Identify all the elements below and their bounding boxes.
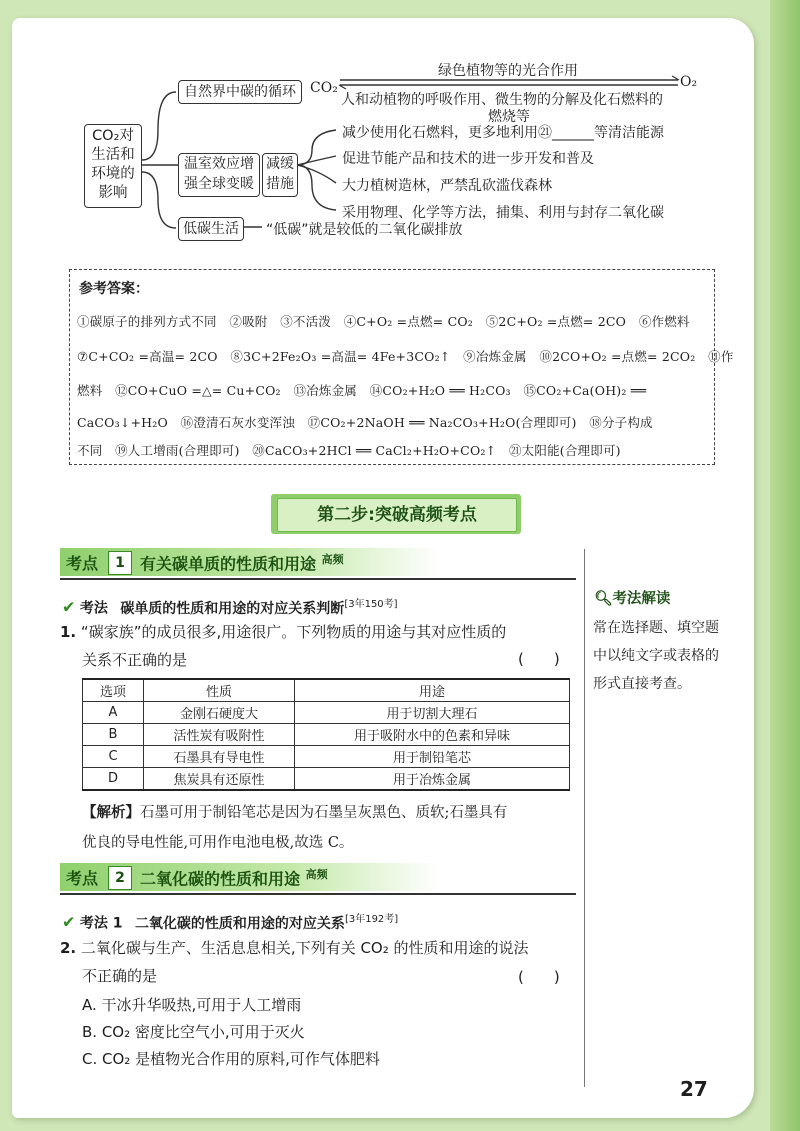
kaodian-2-tag: 高频 — [305, 868, 328, 881]
q1-cell: 用于切割大理石 — [295, 702, 570, 724]
check-icon: ✔ — [62, 912, 76, 932]
q2-option-b: B. CO₂ 密度比空气小,可用于灭火 — [82, 1023, 305, 1041]
q1-cell: 活性炭有吸附性 — [144, 724, 295, 746]
answer-row-2: ⑦C+CO₂ =高温= 2CO ⑧3C+2Fe₂O₃ =高温= 4Fe+3CO₂↑ ⑨冶炼金属 ⑩2CO+O₂ =点燃= 2CO₂ ⑪作 — [77, 349, 734, 364]
kaofa-1-badge: [3年150考] — [344, 599, 398, 610]
kaodian-1-header — [60, 548, 576, 576]
side-title-text: 考法解读 — [612, 591, 671, 607]
kaodian-1-title: 有关碳单质的性质和用途 — [140, 554, 317, 574]
q1-cell: D — [83, 768, 144, 791]
kaofa-1-text: 碳单质的性质和用途的对应关系判断 — [120, 600, 345, 617]
kaodian-1-underline — [60, 578, 576, 580]
answer-title: 参考答案： — [79, 281, 149, 297]
side-title — [594, 587, 670, 608]
q2-stem-1: 二氧化碳与生产、生活息息相关,下列有关 CO₂ 的性质和用途的说法 — [80, 939, 529, 957]
measure-3: 大力植树造林，严禁乱砍滥伐森林 — [342, 178, 552, 194]
branch-greenhouse-action-text: 减缓措施 — [266, 156, 294, 192]
low-carbon-desc: “低碳”就是较低的二氧化碳排放 — [266, 222, 463, 238]
kaofa-1 — [62, 595, 398, 618]
measure-4: 采用物理、化学等方法，捕集、利用与封存二氧化碳 — [342, 205, 664, 221]
side-divider — [584, 549, 585, 1087]
q2-option-c: C. CO₂ 是植物光合作用的原料,可作气体肥料 — [82, 1050, 380, 1068]
q1-analysis-label: 【解析】 — [82, 804, 140, 821]
kaofa-2-prefix: 考法 1 — [79, 915, 123, 932]
q1-line-2: 关系不正确的是 — [82, 651, 188, 669]
q1-th-use: 用途 — [295, 679, 570, 702]
step-banner — [271, 494, 521, 534]
cycle-photosynthesis: 绿色植物等的光合作用 — [438, 63, 578, 79]
q1-stem-1: “碳家族”的成员很多,用途很广。下列物质的用途与其对应性质的 — [80, 623, 507, 641]
cycle-o2: O₂ — [680, 74, 698, 90]
answer-box — [69, 269, 734, 465]
q1-th-property: 性质 — [144, 679, 295, 702]
mindmap-center — [84, 124, 142, 208]
branch-low-carbon-text: 低碳生活 — [183, 221, 239, 237]
branch-carbon-cycle — [178, 80, 302, 104]
q1-cell: 用于冶炼金属 — [295, 768, 570, 791]
q1-answer-paren: ( ) — [518, 650, 560, 668]
kaodian-1-num: 1 — [108, 551, 132, 575]
branch-greenhouse — [178, 153, 260, 197]
check-icon: ✔ — [62, 597, 76, 617]
mindmap-center-text: CO₂对生活和环境的影响 — [91, 128, 135, 201]
q1-cell: 用于制铅笔芯 — [295, 746, 570, 768]
q1-analysis — [82, 798, 572, 858]
step-banner-text: 第二步:突破高频考点 — [277, 498, 517, 532]
q1-stem — [60, 618, 572, 674]
q1-num: 1. — [60, 623, 77, 641]
q1-analysis-line-1 — [82, 798, 572, 828]
kaodian-1-tag: 高频 — [321, 553, 344, 566]
q1-analysis-text-1: 石墨可用于制铅笔芯是因为石墨呈灰黑色、质软;石墨具有 — [140, 805, 508, 821]
table-row — [83, 768, 570, 791]
cycle-respiration-1: 人和动植物的呼吸作用、微生物的分解及化石燃料的 — [341, 92, 663, 108]
q2-option-a: A. 干冰升华吸热,可用于人工增雨 — [82, 996, 302, 1014]
q1-line-1 — [60, 618, 572, 646]
q1-cell: 用于吸附水中的色素和异味 — [295, 724, 570, 746]
measure-2: 促进节能产品和技术的进一步开发和普及 — [342, 151, 594, 167]
kaodian-2-title-wrap — [140, 866, 328, 889]
kaodian-2-underline — [60, 893, 576, 895]
q1-analysis-line-2: 优良的导电性能,可用作电池电极,故选 C。 — [82, 835, 354, 851]
answer-row-1: ①碳原子的排列方式不同 ②吸附 ③不活泼 ④C+O₂ =点燃= CO₂ ⑤2C+O₂ =点燃= 2CO ⑥作燃料 — [77, 314, 690, 329]
kaofa-2 — [62, 910, 398, 933]
q1-cell: 石墨具有导电性 — [144, 746, 295, 768]
branch-low-carbon — [178, 217, 244, 241]
q1-table — [82, 678, 570, 791]
answer-row-3: 燃料 ⑫CO+CuO =△= Cu+CO₂ ⑬冶炼金属 ⑭CO₂+H₂O ══ H₂CO₃ ⑮CO₂+Ca(OH)₂ ══ — [77, 383, 647, 398]
kaodian-2-header — [60, 863, 576, 891]
q1-cell: A — [83, 702, 144, 724]
q2-line-2: 不正确的是 — [82, 967, 158, 985]
magnifier-icon: 🔍︎ — [594, 591, 613, 607]
table-row — [83, 746, 570, 768]
q1-th-option: 选项 — [83, 679, 144, 702]
kaodian-2-num: 2 — [108, 866, 132, 890]
answer-row-4: CaCO₃↓+H₂O ⑯澄清石灰水变浑浊 ⑰CO₂+2NaOH ══ Na₂CO₃+H₂O(合理即可) ⑱分子构成 — [77, 415, 653, 430]
q1-cell: C — [83, 746, 144, 768]
page-number: 27 — [680, 1077, 708, 1101]
q2-line-1 — [60, 934, 580, 962]
q1-cell: 金刚石硬度大 — [144, 702, 295, 724]
measure-1: 减少使用化石燃料，更多地利用㉑______等清洁能源 — [342, 125, 664, 141]
kaofa-1-prefix: 考法 — [79, 600, 108, 617]
table-row — [83, 702, 570, 724]
kaodian-2-label: 考点 — [66, 869, 99, 888]
kaofa-2-badge: [3年192考] — [344, 914, 399, 925]
branch-carbon-cycle-text: 自然界中碳的循环 — [184, 84, 296, 100]
kaodian-2-title: 二氧化碳的性质和用途 — [140, 869, 301, 889]
table-row — [83, 724, 570, 746]
kaodian-1-label: 考点 — [66, 554, 99, 573]
q1-cell: 焦炭具有还原性 — [144, 768, 295, 791]
kaodian-1-title-wrap — [140, 551, 344, 574]
q2-stem — [60, 934, 580, 990]
side-text: 常在选择题、填空题中以纯文字或表格的形式直接考查。 — [593, 620, 719, 692]
q2-answer-paren: ( ) — [518, 968, 560, 986]
branch-greenhouse-action — [262, 153, 298, 197]
q1-table-header — [83, 679, 570, 702]
kaofa-2-text: 二氧化碳的性质和用途的对应关系 — [134, 915, 345, 932]
q2-options — [82, 992, 380, 1073]
cycle-respiration-2: 燃烧等 — [488, 109, 530, 125]
cycle-co2: CO₂ — [310, 80, 338, 96]
branch-greenhouse-text: 温室效应增强全球变暖 — [184, 156, 254, 192]
q2-num: 2. — [60, 939, 77, 957]
answer-row-5: 不同 ⑲人工增雨(合理即可) ⑳CaCO₃+2HCl ══ CaCl₂+H₂O+CO₂↑ ㉑太阳能(合理即可) — [77, 443, 621, 458]
q1-cell: B — [83, 724, 144, 746]
